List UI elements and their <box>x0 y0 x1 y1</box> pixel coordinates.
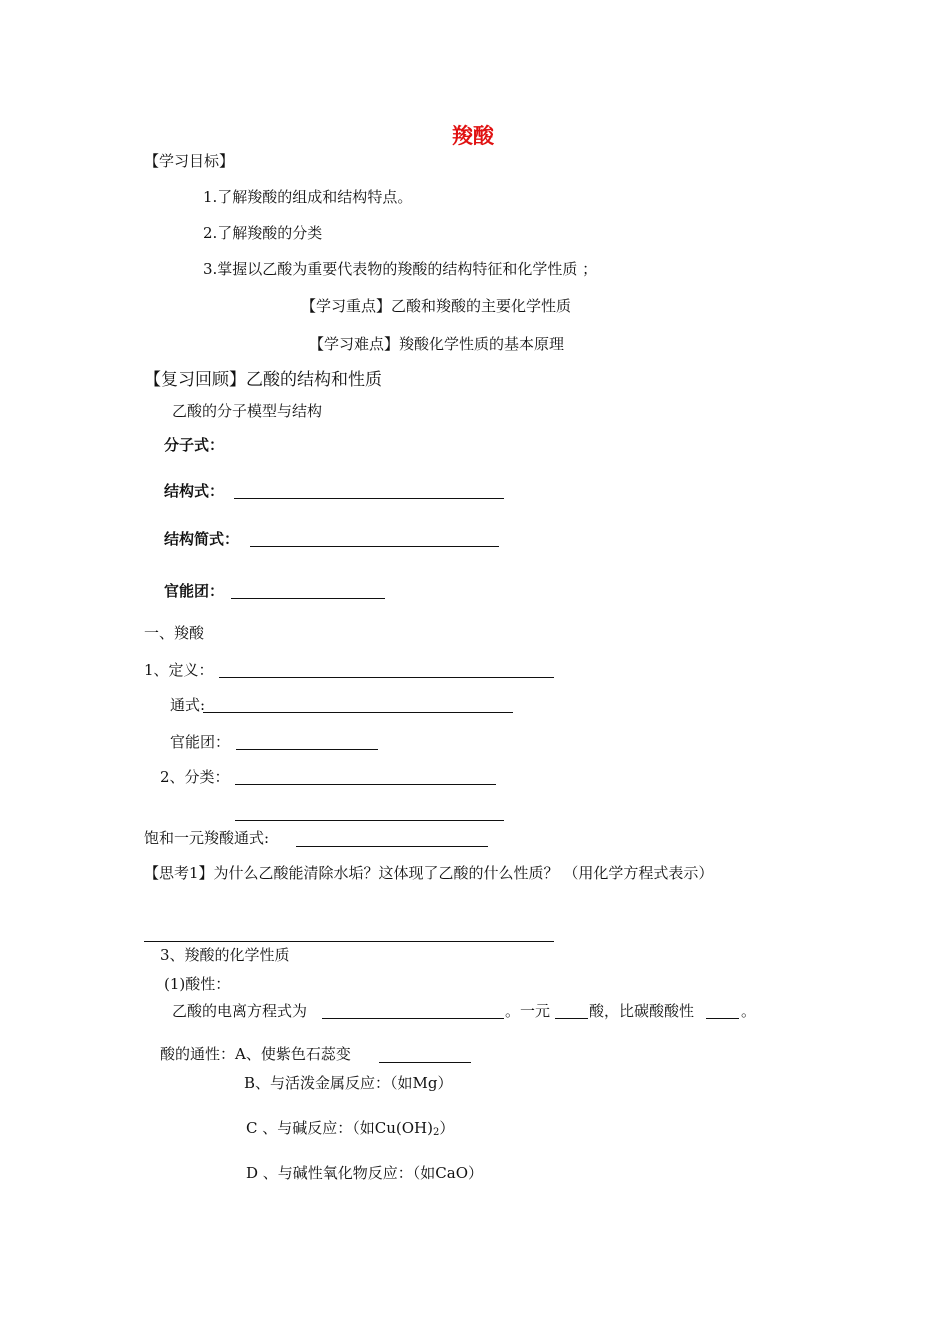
condensed-formula-blank <box>250 546 499 547</box>
ionization-text-b: 。一元 <box>505 1002 551 1020</box>
structural-formula-blank <box>234 498 504 499</box>
review-functional-group-label: 官能团： <box>164 582 225 600</box>
section3-heading: 3、羧酸的化学性质 <box>160 946 290 964</box>
property-item-d: D 、与碱性氧化物反应：（如CaO） <box>246 1164 484 1182</box>
ionization-text-d: 。 <box>741 1002 757 1020</box>
general-acid-property: 酸的通性：A、使紫色石蕊变 <box>160 1045 351 1063</box>
classification-blank-1 <box>235 784 496 785</box>
condensed-formula-label: 结构简式： <box>164 530 240 548</box>
key-point: 【学习重点】乙酸和羧酸的主要化学性质 <box>301 297 572 315</box>
review-heading: 【复习回顾】乙酸的结构和性质 <box>144 370 382 390</box>
review-subheading: 乙酸的分子模型与结构 <box>172 402 323 420</box>
definition-blank <box>219 677 554 678</box>
objective-item-3: 3.掌握以乙酸为重要代表物的羧酸的结构特征和化学性质 ； <box>203 260 598 278</box>
ionization-equation-blank <box>322 1018 504 1019</box>
acid-strength-blank <box>706 1018 739 1019</box>
think1-answer-blank <box>144 941 554 942</box>
saturated-formula-label: 饱和一元羧酸通式: <box>144 829 270 847</box>
section1-heading: 一、羧酸 <box>144 624 205 642</box>
difficulty-point: 【学习难点】羧酸化学性质的基本原理 <box>309 335 565 353</box>
ionization-text-a: 乙酸的电离方程式为 <box>172 1002 308 1020</box>
section1-functional-group-label: 官能团： <box>170 733 231 751</box>
saturated-formula-blank <box>296 846 488 847</box>
general-formula-label: 通式: <box>170 696 206 714</box>
objective-item-1: 1.了解羧酸的组成和结构特点。 <box>203 188 413 206</box>
acidity-heading: (1)酸性： <box>164 975 231 993</box>
property-item-b: B、与活泼金属反应：（如Mg） <box>244 1074 453 1092</box>
property-item-c: C 、与碱反应：（如$Cu(OH)_2$） <box>246 1119 455 1138</box>
objectives-heading: 【学习目标】 <box>144 152 235 170</box>
review-functional-group-blank <box>231 598 385 599</box>
think1-question: 【思考1】为什么乙酸能清除水垢？这体现了乙酸的什么性质？ （用化学方程式表示） <box>144 864 714 882</box>
litmus-color-blank <box>379 1062 471 1063</box>
general-formula-blank <box>203 712 513 713</box>
molecular-formula-label: 分子式： <box>164 436 225 454</box>
ionization-text-c: 酸，比碳酸酸性 <box>589 1002 695 1020</box>
section1-functional-group-blank <box>236 749 378 750</box>
objective-item-2: 2.了解羧酸的分类 <box>203 224 323 242</box>
definition-label: 1、定义： <box>144 661 214 679</box>
structural-formula-label: 结构式： <box>164 482 225 500</box>
classification-label: 2、分类： <box>160 768 230 786</box>
page-title: 羧酸 <box>452 124 494 148</box>
classification-blank-2 <box>235 820 504 821</box>
acid-type-blank <box>555 1018 588 1019</box>
